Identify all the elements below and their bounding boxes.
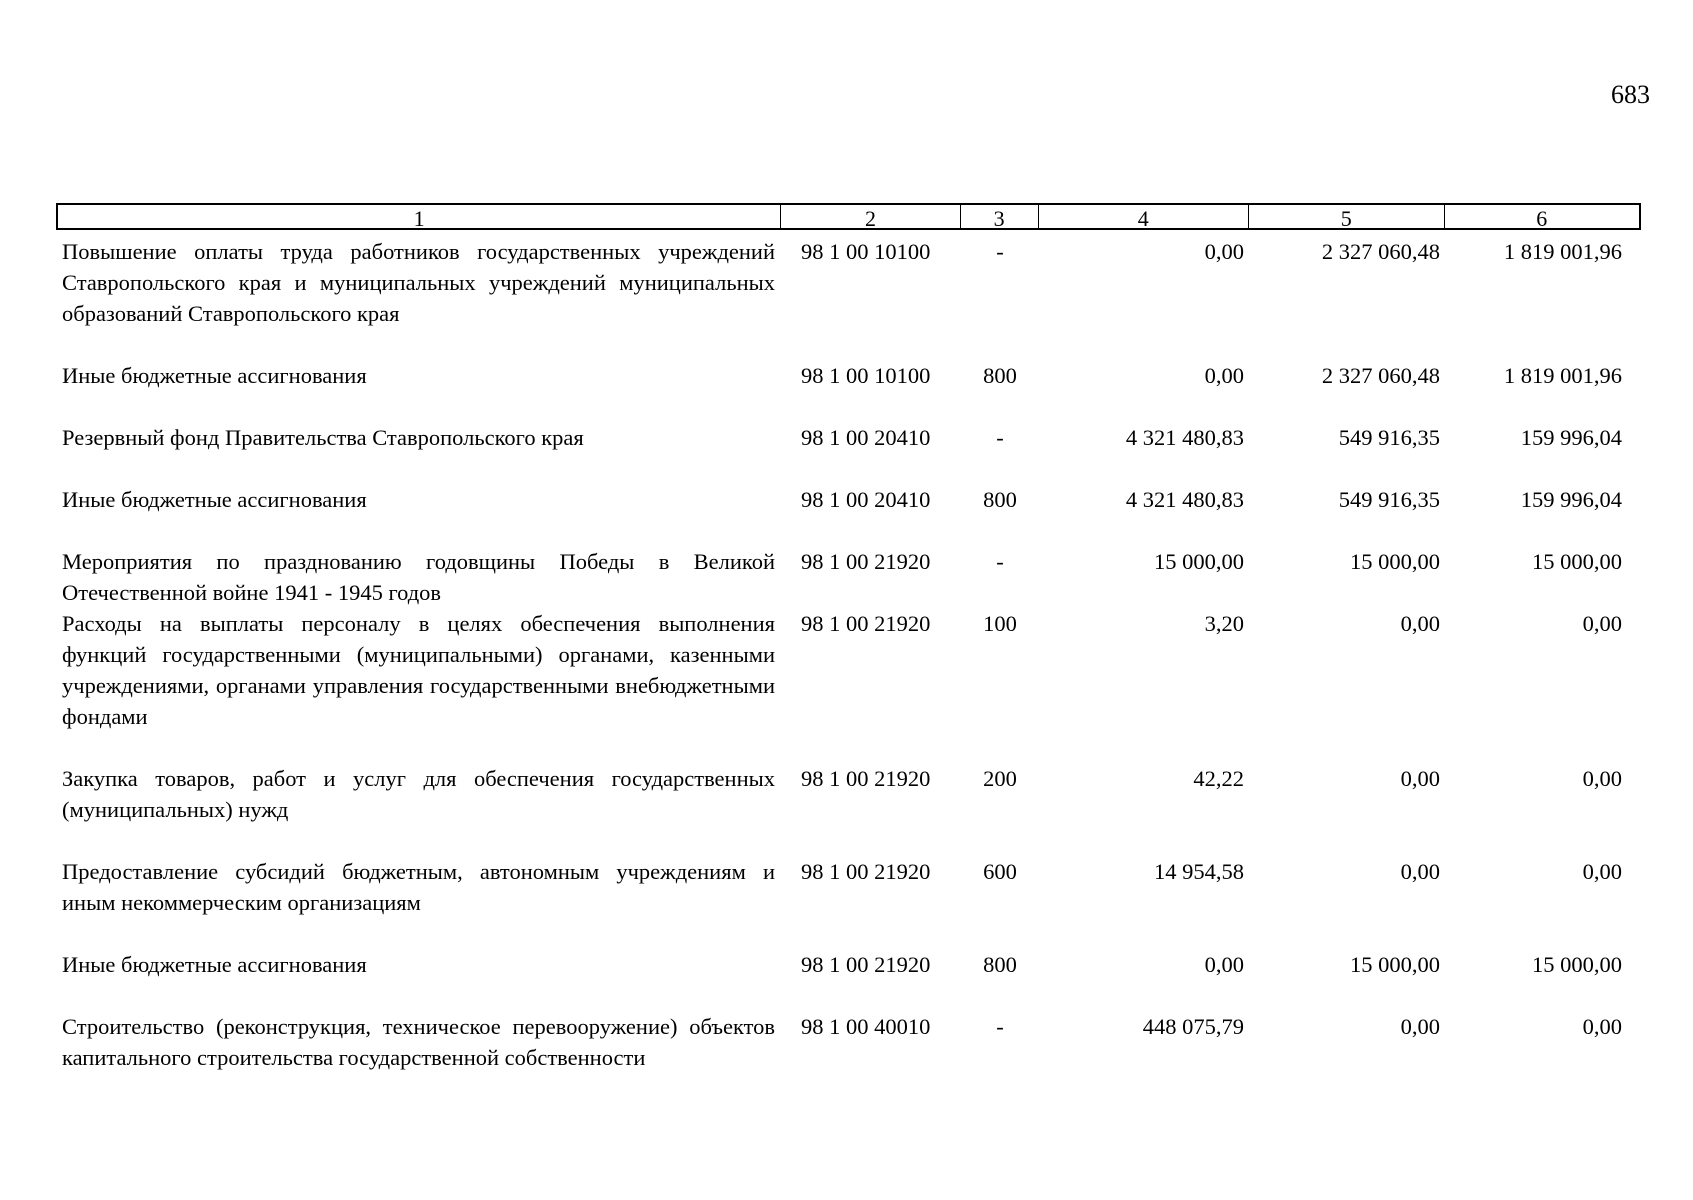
table-header (56, 203, 1641, 230)
row-value-4: 0,00 (1204, 952, 1244, 977)
row-code: 98 1 00 20410 (801, 425, 931, 450)
table-row (56, 360, 1641, 391)
row-value-5: 2 327 060,48 (1321, 239, 1440, 264)
row-value-6: 1 819 001,96 (1503, 363, 1622, 388)
row-name: Иные бюджетные ассигнования (62, 363, 367, 388)
row-code: 98 1 00 21920 (801, 952, 931, 977)
page-number: 683 (1611, 80, 1650, 109)
column-header-1: 1 (58, 205, 781, 228)
row-code: 98 1 00 21920 (801, 549, 931, 574)
row-value-5: 549 916,35 (1338, 425, 1440, 450)
column-header-5: 5 (1249, 205, 1445, 228)
row-value-6: 0,00 (1582, 611, 1622, 636)
column-header-2: 2 (781, 205, 961, 228)
row-value-5: 0,00 (1400, 611, 1440, 636)
table-row (56, 949, 1641, 980)
row-value-6: 159 996,04 (1520, 425, 1622, 450)
row-type: 600 (983, 859, 1017, 884)
row-name: Предоставление субсидий бюджетным, автономным учреждениям и иным некоммерческим организациям (62, 859, 775, 915)
table-row (56, 1011, 1641, 1073)
row-name: Расходы на выплаты персоналу в целях обеспечения выполнения функций государственными (муниципальными) органами, казенными учреждениями, органами управления государственными внебюджетными фондами (62, 611, 775, 729)
row-code: 98 1 00 10100 (801, 363, 931, 388)
row-value-6: 15 000,00 (1532, 549, 1622, 574)
row-value-4: 4 321 480,83 (1125, 425, 1244, 450)
row-type: - (996, 425, 1004, 450)
row-value-6: 15 000,00 (1532, 952, 1622, 977)
row-name: Резервный фонд Правительства Ставропольского края (62, 425, 584, 450)
row-value-6: 0,00 (1582, 859, 1622, 884)
row-value-4: 0,00 (1204, 239, 1244, 264)
column-header-3: 3 (961, 205, 1039, 228)
table-row (56, 856, 1641, 918)
row-code: 98 1 00 21920 (801, 766, 931, 791)
row-name: Мероприятия по празднованию годовщины Победы в Великой Отечественной войне 1941 - 1945 годов (62, 549, 775, 605)
row-name: Иные бюджетные ассигнования (62, 952, 367, 977)
row-value-5: 15 000,00 (1350, 549, 1440, 574)
row-value-6: 1 819 001,96 (1503, 239, 1622, 264)
row-code: 98 1 00 40010 (801, 1014, 931, 1039)
row-type: - (996, 239, 1004, 264)
table-row (56, 608, 1641, 732)
row-name: Повышение оплаты труда работников государственных учреждений Ставропольского края и муниципальных учреждений муниципальных образований Ставропольского края (62, 239, 775, 326)
row-code: 98 1 00 20410 (801, 487, 931, 512)
row-value-4: 14 954,58 (1154, 859, 1244, 884)
row-value-5: 15 000,00 (1350, 952, 1440, 977)
row-value-4: 42,22 (1193, 766, 1244, 791)
row-name: Строительство (реконструкция, техническое перевооружение) объектов капитального строительства государственной собственности (62, 1014, 775, 1070)
row-value-5: 0,00 (1400, 859, 1440, 884)
table-row (56, 484, 1641, 515)
row-code: 98 1 00 21920 (801, 611, 931, 636)
row-value-4: 3,20 (1204, 611, 1244, 636)
row-type: 800 (983, 363, 1017, 388)
row-type: 800 (983, 952, 1017, 977)
row-type: 200 (983, 766, 1017, 791)
row-value-4: 0,00 (1204, 363, 1244, 388)
row-type: 800 (983, 487, 1017, 512)
row-code: 98 1 00 10100 (801, 239, 931, 264)
row-name: Иные бюджетные ассигнования (62, 487, 367, 512)
row-type: - (996, 1014, 1004, 1039)
row-value-6: 0,00 (1582, 766, 1622, 791)
row-name: Закупка товаров, работ и услуг для обеспечения государственных (муниципальных) нужд (62, 766, 775, 822)
row-value-6: 0,00 (1582, 1014, 1622, 1039)
row-value-5: 549 916,35 (1338, 487, 1440, 512)
row-code: 98 1 00 21920 (801, 859, 931, 884)
row-value-6: 159 996,04 (1520, 487, 1622, 512)
table-row (56, 236, 1641, 329)
row-value-4: 4 321 480,83 (1125, 487, 1244, 512)
table-row (56, 546, 1641, 608)
budget-table (56, 203, 1641, 1070)
row-value-4: 15 000,00 (1154, 549, 1244, 574)
row-value-5: 0,00 (1400, 766, 1440, 791)
column-header-6: 6 (1536, 206, 1548, 231)
row-value-4: 448 075,79 (1142, 1014, 1244, 1039)
column-header-4: 4 (1039, 205, 1249, 228)
row-value-5: 0,00 (1400, 1014, 1440, 1039)
row-type: - (996, 549, 1004, 574)
table-row (56, 763, 1641, 825)
row-type: 100 (983, 611, 1017, 636)
table-row (56, 422, 1641, 453)
row-value-5: 2 327 060,48 (1321, 363, 1440, 388)
